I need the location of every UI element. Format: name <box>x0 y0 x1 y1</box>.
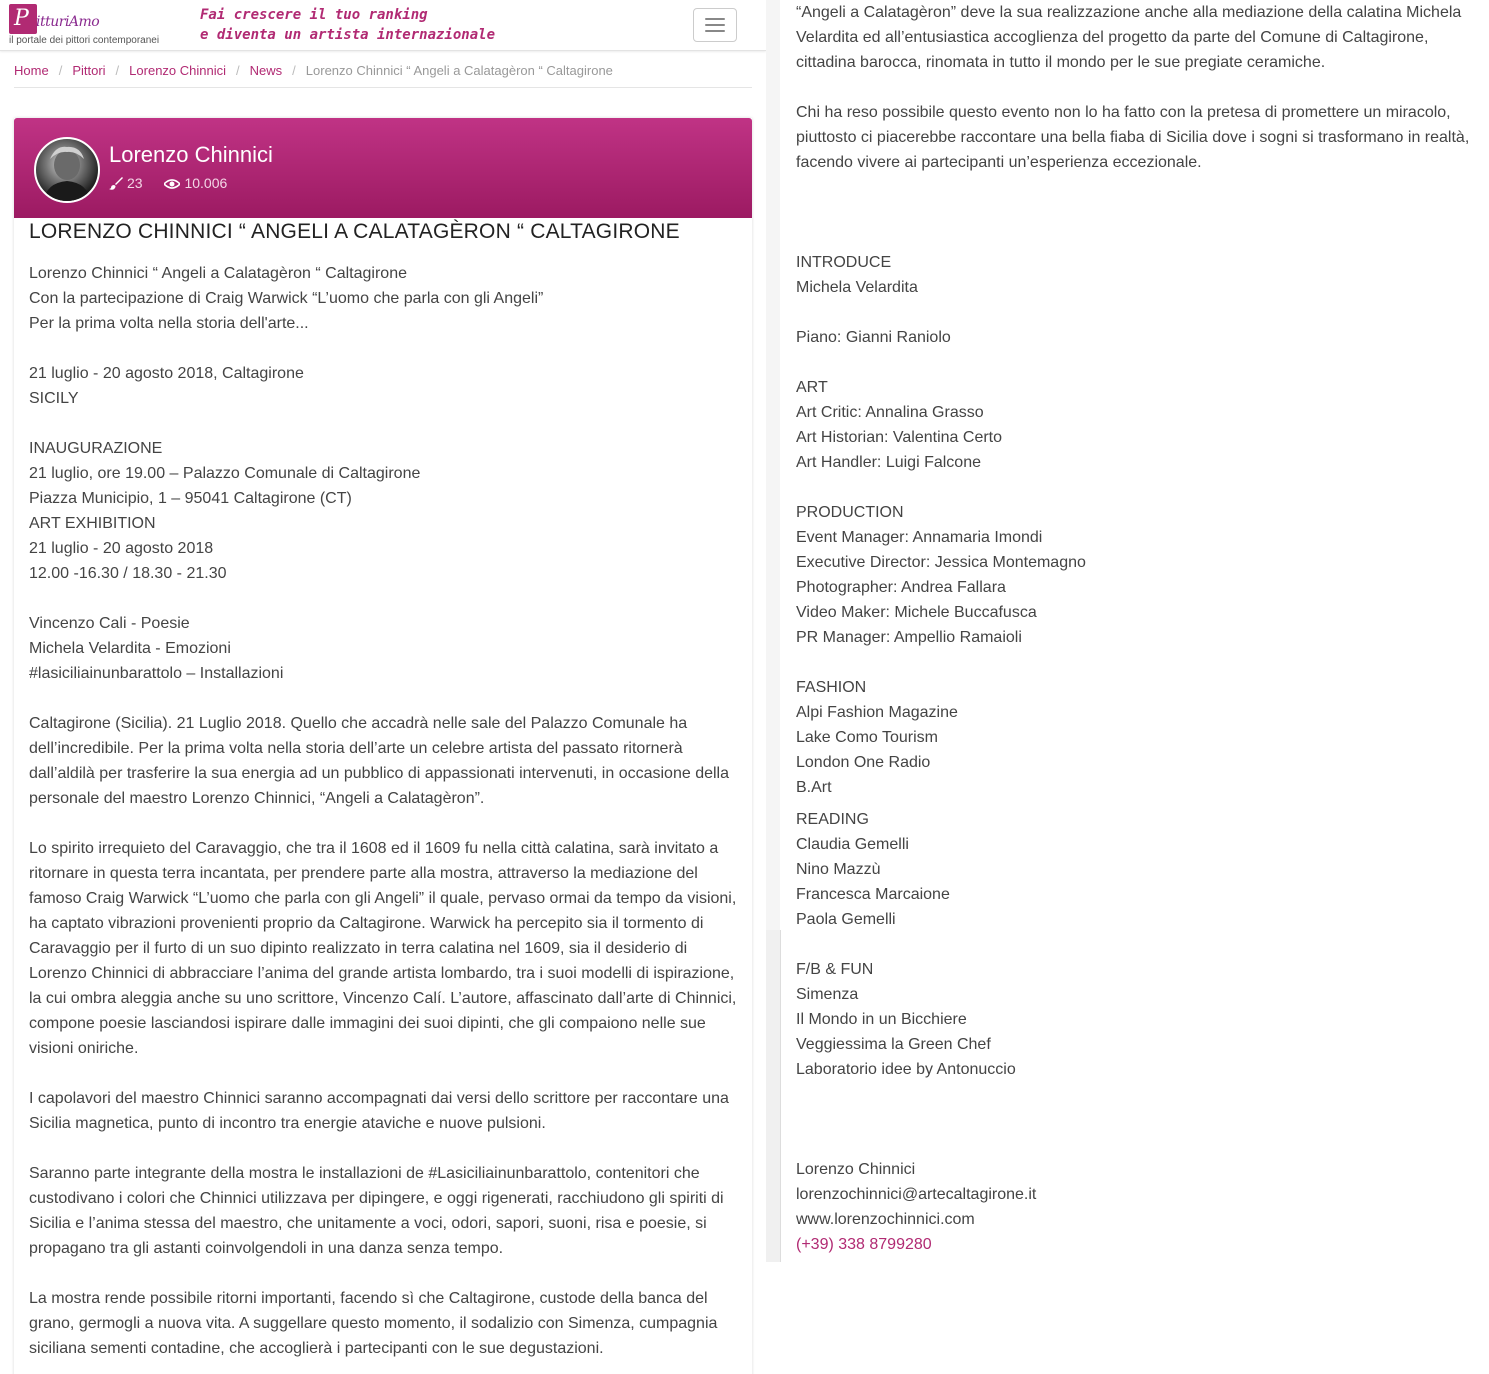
text-line: Michela Velardita <box>796 279 918 296</box>
text-line: Veggiessima la Green Chef <box>796 1036 991 1053</box>
eye-icon <box>164 178 180 190</box>
article-paragraph: Caltagirone (Sicilia). 21 Luglio 2018. Quello che accadrà nelle sale del Palazzo Comunale ha dell’incredibile. Per la prima volta nella storia dell’arte un celebre artista del passato ritornerà dall’aldilà per trasferire la sua energia ad un pubblico di appassionati intervenuti, in occasione della personale del maestro Lorenzo Chinnici, “Angeli a Calatagèron”. <box>29 715 729 807</box>
text-line: B.Art <box>796 779 832 796</box>
text-line: Laboratorio idee by Antonuccio <box>796 1061 1016 1078</box>
logo-tagline: il portale dei pittori contemporanei <box>9 35 160 46</box>
breadcrumb-separator: / <box>58 63 63 78</box>
works-count: 23 <box>127 175 143 191</box>
views-stat <box>164 175 227 191</box>
text-line: Per la prima volta nella storia dell'arte... <box>29 315 309 332</box>
text-line: Piazza Municipio, 1 – 95041 Caltagirone (CT) <box>29 490 352 507</box>
reading-heading: READING <box>796 811 869 828</box>
breadcrumb-pittori[interactable]: Pittori <box>72 63 106 78</box>
avatar[interactable] <box>34 137 100 203</box>
breadcrumb-news[interactable]: News <box>249 63 283 78</box>
text-line: Executive Director: Jessica Montemagno <box>796 554 1086 571</box>
text-line: #lasiciliainunbarattolo – Installazioni <box>29 665 284 682</box>
dates-block <box>29 361 741 411</box>
promo-slogan[interactable] <box>200 5 495 45</box>
brush-icon <box>109 176 123 190</box>
views-count: 10.006 <box>184 175 228 191</box>
contact-website: www.lorenzochinnici.com <box>796 1211 975 1228</box>
site-logo[interactable] <box>9 4 179 46</box>
text-line: SICILY <box>29 390 79 407</box>
text-line: 21 luglio, ore 19.00 – Palazzo Comunale di Caltagirone <box>29 465 421 482</box>
text-line: Claudia Gemelli <box>796 836 909 853</box>
inauguration-block <box>29 436 741 586</box>
text-line: Art Handler: Luigi Falcone <box>796 454 981 471</box>
hamburger-icon <box>705 18 725 20</box>
breadcrumb-current: Lorenzo Chinnici “ Angeli a Calatagèron “ Caltagirone <box>305 63 613 78</box>
text-line: Art Critic: Annalina Grasso <box>796 404 984 421</box>
text-line: Lake Como Tourism <box>796 729 938 746</box>
article-paragraph: “Angeli a Calatagèron” deve la sua realizzazione anche alla mediazione della calatina Michela Velardita ed all’entusiastica accoglienza del progetto da parte del Comune di Caltagirone, cittadina barocca, rinomata in tutto il mondo per le sue pregiate ceramiche. <box>796 4 1462 71</box>
logo-mark: P <box>9 4 37 34</box>
text-line: Lorenzo Chinnici “ Angeli a Calatagèron “ Caltagirone <box>29 265 407 282</box>
article-paragraph: I capolavori del maestro Chinnici saranno accompagnati dai versi dello scrittore per raccontare una Sicilia magnetica, punto di incontro tra energie ataviche e nuove pulsioni. <box>29 1090 729 1132</box>
breadcrumb-home[interactable]: Home <box>14 63 49 78</box>
art-heading: ART <box>796 379 828 396</box>
text-line: Francesca Marcaione <box>796 886 950 903</box>
text-line: Michela Velardita - Emozioni <box>29 640 231 657</box>
text-line: Con la partecipazione di Craig Warwick “L’uomo che parla con gli Angeli” <box>29 290 544 307</box>
text-line: Vincenzo Cali - Poesie <box>29 615 190 632</box>
column-gutter <box>766 930 781 1262</box>
article-paragraph: Chi ha reso possibile questo evento non lo ha fatto con la pretesa di promettere un miracolo, piuttosto ci piacerebbe raccontare una bella fiaba di Sicilia dove i sogni si trasformano in realtà, facendo vivere ai partecipanti un’esperienza eccezionale. <box>796 104 1470 171</box>
text-line: 12.00 -16.30 / 18.30 - 21.30 <box>29 565 227 582</box>
text-line: Photographer: Andrea Fallara <box>796 579 1006 596</box>
artist-name[interactable]: Lorenzo Chinnici <box>109 142 273 167</box>
text-line: Art Historian: Valentina Certo <box>796 429 1003 446</box>
text-line: INAUGURAZIONE <box>29 440 163 457</box>
production-heading: PRODUCTION <box>796 504 904 521</box>
text-line: Paola Gemelli <box>796 911 896 928</box>
text-line: Nino Mazzù <box>796 861 881 878</box>
fashion-heading: FASHION <box>796 679 867 696</box>
text-line: Video Maker: Michele Buccafusca <box>796 604 1037 621</box>
text-line: PR Manager: Ampellio Ramaioli <box>796 629 1022 646</box>
text-line: Simenza <box>796 986 859 1003</box>
artist-header <box>14 118 752 218</box>
artist-stats <box>109 175 245 191</box>
top-navbar <box>0 0 766 51</box>
text-line: Il Mondo in un Bicchiere <box>796 1011 967 1028</box>
text-line: ART EXHIBITION <box>29 515 156 532</box>
continuation-body <box>796 0 1488 1257</box>
breadcrumb-artist[interactable]: Lorenzo Chinnici <box>129 63 227 78</box>
article-card <box>14 118 752 1374</box>
contact-phone-link[interactable]: (+39) 338 8799280 <box>796 1236 932 1253</box>
works-stat <box>109 175 143 191</box>
logo-wordmark: itturiAmo <box>36 14 100 30</box>
breadcrumb-separator: / <box>236 63 240 78</box>
breadcrumb-separator: / <box>115 63 120 78</box>
introduce-heading: INTRODUCE <box>796 254 892 271</box>
article-paragraph: Lo spirito irrequieto del Caravaggio, che tra il 1608 ed il 1609 fu nella città calatina, sarà invitato a ritornare in questa terra incantata, per prendere parte alla mostra, attraverso la mediazione del famoso Craig Warwick “L’uomo che parla con gli Angeli” il quale, pervaso ormai da tempo da visioni, ha captato vibrazioni provenienti proprio da Caltagirone. Warwick ha percepito sia il tormento di Caravaggio per il furto di un suo dipinto realizzato in terra calatina nel 1609, sia il desiderio di Lorenzo Chinnici di abbracciare l’anima del grande artista lombardo, tra i suoi modelli di ispirazione, la cui ombra aleggia anche su uno scrittore, Vincenzo Calí. L’autore, affascinato dall’arte di Chinnici, compone poesie lasciandosi ispirare dalle immagini dei suoi dipinti, che gli compaiono nelle sue visioni oniriche. <box>29 840 737 1057</box>
contact-name: Lorenzo Chinnici <box>796 1161 916 1178</box>
column-gutter <box>766 0 780 930</box>
article-paragraph: La mostra rende possibile ritorni importanti, facendo sì che Caltagirone, custode della banca del grano, germogli a nuova vita. A suggellare questo momento, il sodalizio con Simenza, cumpagnia siciliana sementi contadine, che accoglierà i partecipanti con le sue degustazioni. <box>29 1290 718 1357</box>
credits-block <box>29 611 741 686</box>
breadcrumb-separator: / <box>292 63 296 78</box>
article-body <box>29 261 741 1374</box>
divider <box>14 87 752 88</box>
avatar-portrait-icon <box>36 139 98 201</box>
contact-email: lorenzochinnici@artecaltagirone.it <box>796 1186 1037 1203</box>
text-line: 21 luglio - 20 agosto 2018, Caltagirone <box>29 365 304 382</box>
text-line: Alpi Fashion Magazine <box>796 704 958 721</box>
menu-toggle-button[interactable] <box>693 8 737 42</box>
article-title: LORENZO CHINNICI “ ANGELI A CALATAGÈRON “ CALTAGIRONE <box>29 220 680 243</box>
article-paragraph: Saranno parte integrante della mostra le installazioni de #Lasiciliainunbarattolo, contenitori che custodivano i colori che Chinnici utilizzava per dipingere, e oggi rigenerati, racchiudono gli spiriti di Sicilia e l’anima stessa del maestro, che unitamente a voci, odori, sapori, suoni, risa e poesie, si propagano tra gli astanti coinvolgendoli in una danza senza tempo. <box>29 1165 724 1257</box>
intro-block <box>29 261 741 336</box>
text-line: Piano: Gianni Raniolo <box>796 329 951 346</box>
slogan-line-1: Fai crescere il tuo ranking <box>200 7 428 23</box>
text-line: 21 luglio - 20 agosto 2018 <box>29 540 214 557</box>
breadcrumb <box>14 63 613 78</box>
fb-fun-heading: F/B & FUN <box>796 961 874 978</box>
text-line: London One Radio <box>796 754 931 771</box>
text-line: Event Manager: Annamaria Imondi <box>796 529 1043 546</box>
slogan-line-2: e diventa un artista internazionale <box>200 27 496 43</box>
